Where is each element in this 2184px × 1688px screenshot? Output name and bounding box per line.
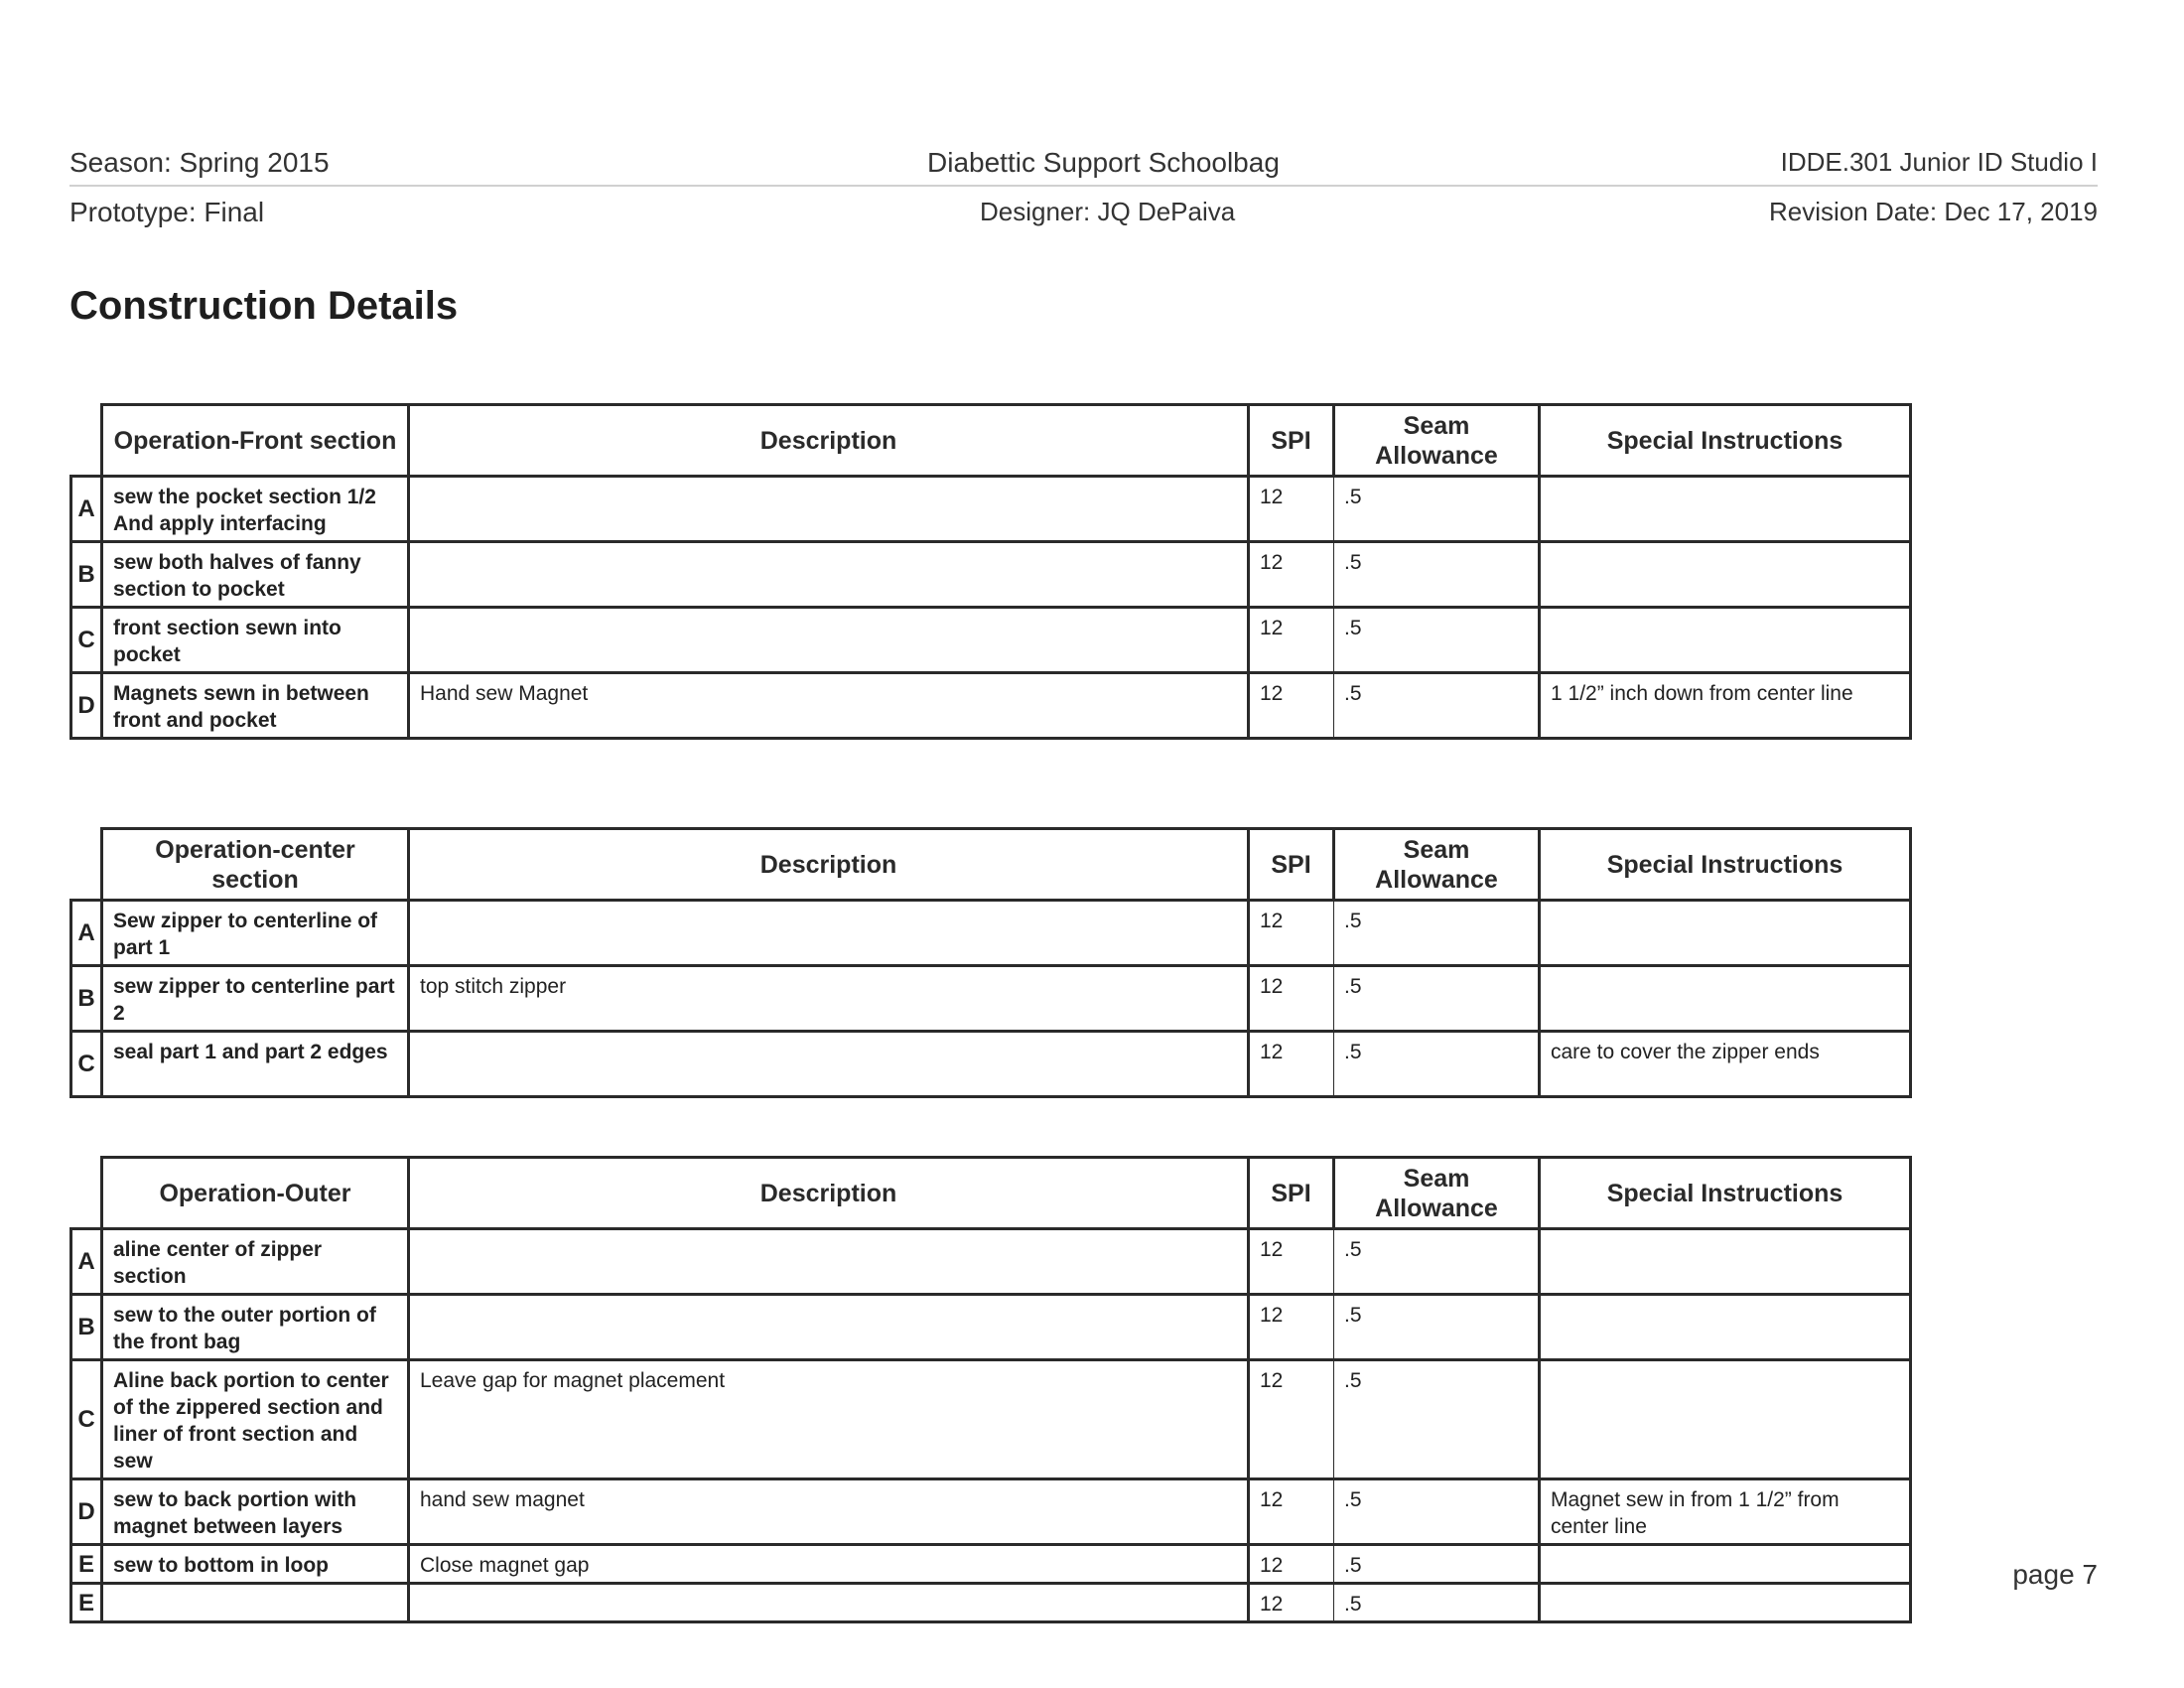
seam-cell: .5 [1334, 901, 1540, 966]
seam-allowance-header: Seam Allowance [1334, 405, 1540, 477]
row-letter: E [71, 1584, 102, 1622]
row-letter: C [71, 608, 102, 673]
spi-cell: 12 [1249, 673, 1334, 739]
description-header: Description [409, 829, 1249, 901]
seam-cell: .5 [1334, 1360, 1540, 1479]
special-cell [1540, 608, 1911, 673]
page-title: Construction Details [69, 284, 459, 328]
row-letter: B [71, 1295, 102, 1360]
special-cell [1540, 542, 1911, 608]
description-cell: Close magnet gap [409, 1545, 1249, 1584]
prototype-label: Prototype: Final [69, 197, 265, 227]
row-letter: C [71, 1032, 102, 1097]
description-header: Description [409, 1158, 1249, 1229]
spi-cell: 12 [1249, 1360, 1334, 1479]
row-letter: A [71, 901, 102, 966]
special-cell [1540, 901, 1911, 966]
operation-cell: Magnets sewn in between front and pocket [102, 673, 409, 739]
spi-cell: 12 [1249, 1295, 1334, 1360]
row-letter: E [71, 1545, 102, 1584]
description-cell [409, 1295, 1249, 1360]
spi-header: SPI [1249, 1158, 1334, 1229]
operation-cell: sew to bottom in loop [102, 1545, 409, 1584]
seam-cell: .5 [1334, 608, 1540, 673]
description-cell: top stitch zipper [409, 966, 1249, 1032]
seam-cell: .5 [1334, 966, 1540, 1032]
operation-header: Operation-center section [102, 829, 409, 901]
special-cell: Magnet sew in from 1 1/2” from center line [1540, 1479, 1911, 1545]
seam-cell: .5 [1334, 1545, 1540, 1584]
header-corner [71, 1158, 102, 1229]
row-letter: B [71, 966, 102, 1032]
table-row [71, 1584, 1911, 1622]
seam-cell: .5 [1334, 1584, 1540, 1622]
course-label: IDDE.301 Junior ID Studio I [1780, 147, 2098, 177]
operation-cell: sew to back portion with magnet between layers [102, 1479, 409, 1545]
operation-cell: front section sewn into pocket [102, 608, 409, 673]
operation-cell: sew to the outer portion of the front bag [102, 1295, 409, 1360]
table-row [71, 901, 1911, 966]
operation-cell: aline center of zipper section [102, 1229, 409, 1295]
operation-header: Operation-Front section [102, 405, 409, 477]
spi-cell: 12 [1249, 966, 1334, 1032]
row-letter: A [71, 1229, 102, 1295]
seam-cell: .5 [1334, 673, 1540, 739]
special-instructions-header: Special Instructions [1540, 1158, 1911, 1229]
spi-header: SPI [1249, 829, 1334, 901]
spi-header: SPI [1249, 405, 1334, 477]
row-letter: A [71, 477, 102, 542]
description-cell [409, 608, 1249, 673]
table-row [71, 966, 1911, 1032]
description-cell: hand sew magnet [409, 1479, 1249, 1545]
seam-cell: .5 [1334, 542, 1540, 608]
table-row [71, 1360, 1911, 1479]
spi-cell: 12 [1249, 1545, 1334, 1584]
table-header-row [71, 405, 1911, 477]
row-letter: D [71, 673, 102, 739]
table-row [71, 1032, 1911, 1097]
table-row [71, 1295, 1911, 1360]
operation-cell: seal part 1 and part 2 edges [102, 1032, 409, 1097]
special-cell [1540, 1545, 1911, 1584]
description-header: Description [409, 405, 1249, 477]
spi-cell: 12 [1249, 1584, 1334, 1622]
table-row [71, 1229, 1911, 1295]
outer-section-table [69, 1156, 1912, 1623]
operation-header: Operation-Outer [102, 1158, 409, 1229]
description-cell: Hand sew Magnet [409, 673, 1249, 739]
special-cell [1540, 1360, 1911, 1479]
header-corner [71, 829, 102, 901]
table-row [71, 608, 1911, 673]
spi-cell: 12 [1249, 542, 1334, 608]
seam-cell: .5 [1334, 477, 1540, 542]
season-label: Season: Spring 2015 [69, 147, 330, 178]
table-header-row [71, 829, 1911, 901]
seam-cell: .5 [1334, 1032, 1540, 1097]
seam-cell: .5 [1334, 1295, 1540, 1360]
spi-cell: 12 [1249, 1032, 1334, 1097]
operation-cell: sew the pocket section 1/2 And apply interfacing [102, 477, 409, 542]
table-row [71, 1545, 1911, 1584]
row-letter: B [71, 542, 102, 608]
row-letter: D [71, 1479, 102, 1545]
spi-cell: 12 [1249, 1229, 1334, 1295]
special-instructions-header: Special Instructions [1540, 405, 1911, 477]
spi-cell: 12 [1249, 901, 1334, 966]
description-cell [409, 901, 1249, 966]
description-cell [409, 477, 1249, 542]
project-title: Diabettic Support Schoolbag [927, 147, 1280, 178]
special-instructions-header: Special Instructions [1540, 829, 1911, 901]
operation-cell: Sew zipper to centerline of part 1 [102, 901, 409, 966]
page-number: page 7 [2012, 1559, 2098, 1590]
special-cell [1540, 1229, 1911, 1295]
operation-cell [102, 1584, 409, 1622]
designer-label: Designer: JQ DePaiva [980, 197, 1236, 226]
description-cell [409, 1032, 1249, 1097]
seam-cell: .5 [1334, 1229, 1540, 1295]
operation-cell: sew zipper to centerline part 2 [102, 966, 409, 1032]
spi-cell: 12 [1249, 1479, 1334, 1545]
row-letter: C [71, 1360, 102, 1479]
header-corner [71, 405, 102, 477]
operation-cell: sew both halves of fanny section to pocket [102, 542, 409, 608]
header-divider [69, 185, 2098, 187]
seam-allowance-header: Seam Allowance [1334, 829, 1540, 901]
special-cell [1540, 477, 1911, 542]
description-cell: Leave gap for magnet placement [409, 1360, 1249, 1479]
special-cell [1540, 1295, 1911, 1360]
revision-date: Revision Date: Dec 17, 2019 [1769, 197, 2098, 226]
special-cell [1540, 966, 1911, 1032]
table-row [71, 477, 1911, 542]
description-cell [409, 1229, 1249, 1295]
spi-cell: 12 [1249, 477, 1334, 542]
front-section-table [69, 403, 1912, 740]
table-header-row [71, 1158, 1911, 1229]
description-cell [409, 1584, 1249, 1622]
seam-allowance-header: Seam Allowance [1334, 1158, 1540, 1229]
center-section-table [69, 827, 1912, 1098]
spi-cell: 12 [1249, 608, 1334, 673]
table-row [71, 542, 1911, 608]
seam-cell: .5 [1334, 1479, 1540, 1545]
special-cell: care to cover the zipper ends [1540, 1032, 1911, 1097]
description-cell [409, 542, 1249, 608]
table-row [71, 1479, 1911, 1545]
operation-cell: Aline back portion to center of the zippered section and liner of front section and sew [102, 1360, 409, 1479]
special-cell: 1 1/2” inch down from center line [1540, 673, 1911, 739]
special-cell [1540, 1584, 1911, 1622]
table-row [71, 673, 1911, 739]
